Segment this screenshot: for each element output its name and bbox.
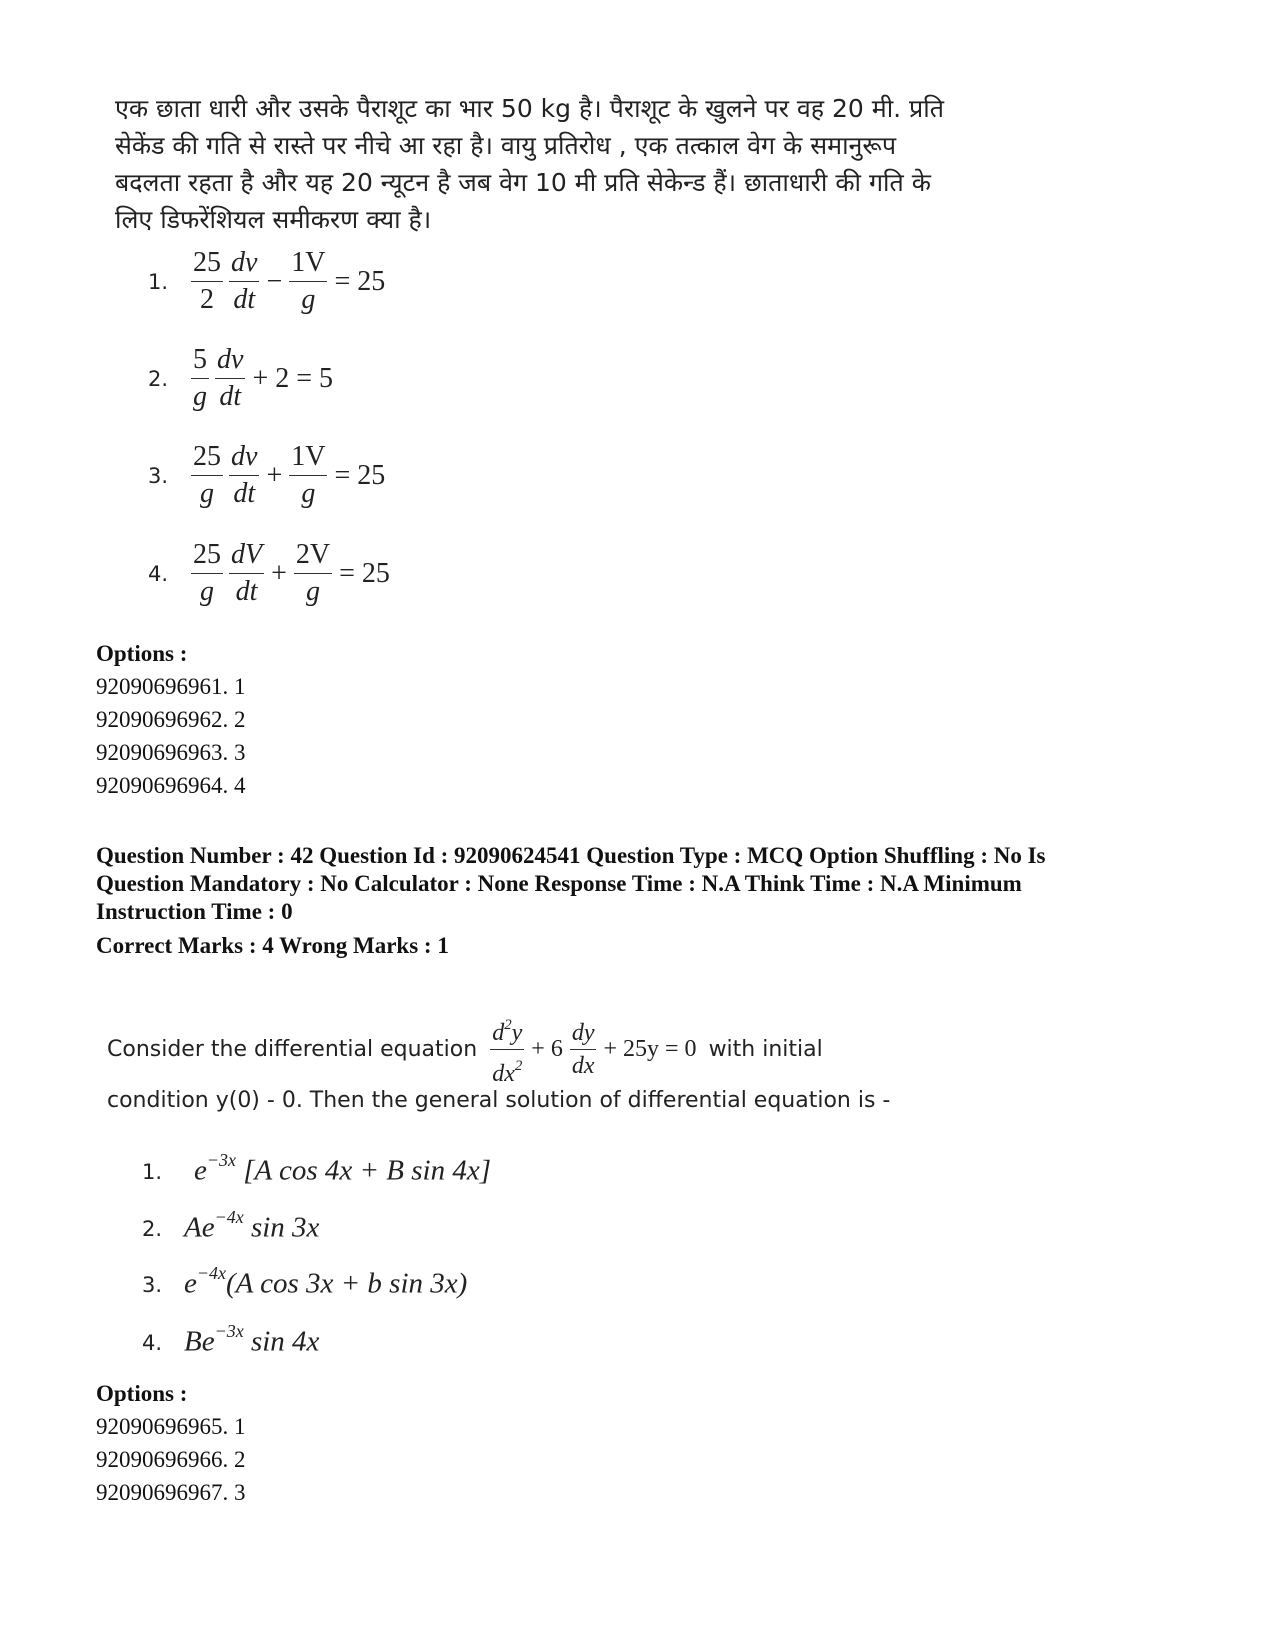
expr-base: e (194, 1154, 207, 1187)
operator: + (271, 557, 287, 589)
eq-operator: + 6 (531, 1036, 563, 1063)
expr-exponent: −4x (214, 1207, 244, 1227)
expr-base: e (184, 1267, 197, 1300)
q41-choice-4 (148, 540, 394, 607)
meta-line: Question Mandatory : No Calculator : None Response Time : N.A Think Time : N.A Minimum (96, 871, 1022, 896)
frac-numerator: 5 (191, 345, 209, 379)
choice-number: 4. (142, 1331, 163, 1356)
option-item: 92090696965. 1 (96, 1414, 246, 1439)
stem-line: एक छाता धारी और उसके पैराशूट का भार 50 kg है। पैराशूट के खुलने पर वह 20 मी. प्रति (115, 94, 945, 123)
frac-denominator: g (301, 478, 316, 509)
choice-equation (188, 442, 389, 509)
choice-number: 2. (142, 1217, 163, 1242)
q42-stem-line-1 (107, 1012, 823, 1087)
frac-numerator: 25 (191, 442, 223, 476)
q41-choice-3 (148, 442, 389, 509)
stem-line: बदलता रहता है और यह 20 न्यूटन है जब वेग 10 मी प्रति सेकेन्ड हैं। छाताधारी की गति के (115, 168, 931, 197)
option-item: 92090696962. 2 (96, 707, 246, 732)
frac-numerator: 1V (289, 248, 327, 282)
option-item: 92090696966. 2 (96, 1447, 246, 1472)
frac-denominator: g (193, 381, 207, 412)
eq-rhs: + 25y = 0 (603, 1036, 697, 1063)
q42-meta (96, 842, 1046, 960)
eq-dx: dx (492, 1061, 515, 1088)
frac-numerator: 25 (191, 248, 223, 282)
frac-denominator: 2 (200, 284, 214, 315)
choice-equation (188, 540, 394, 607)
expr-base: Be (184, 1325, 215, 1358)
option-item: 92090696961. 1 (96, 674, 246, 699)
expr-rest: sin 4x (243, 1325, 320, 1358)
frac-numerator: 1V (289, 442, 327, 476)
expr-exponent: −3x (206, 1150, 236, 1170)
q41-choice-1 (148, 248, 389, 315)
frac-numerator: dv (215, 345, 245, 379)
stem-prefix: Consider the differential equation (107, 1037, 478, 1063)
frac-numerator: 2V (294, 540, 332, 574)
stem-line: सेकेंड की गति से रास्ते पर नीचे आ रहा है। वायु प्रतिरोध , एक तत्काल वेग के समानुरूप (115, 131, 897, 160)
expr-exponent: −3x (214, 1321, 244, 1341)
q42-choice-2 (142, 1207, 319, 1244)
expr-base: Ae (184, 1211, 215, 1244)
meta-line: Question Number : 42 Question Id : 92090624541 Question Type : MCQ Option Shuffling : No Is (96, 843, 1046, 868)
q42-stem-line-2: condition y(0) - 0. Then the general solution of differential equation is - (107, 1088, 891, 1113)
q42-options (96, 1377, 246, 1509)
choice-number: 3. (142, 1273, 163, 1298)
eq-y: y (511, 1020, 523, 1047)
frac-denominator: dt (235, 576, 258, 607)
frac-denominator: g (306, 576, 321, 607)
choice-equation (188, 248, 389, 315)
equation-rhs: = 25 (339, 557, 390, 589)
expr-rest: (A cos 3x + b sin 3x) (225, 1267, 468, 1300)
choice-equation (188, 345, 337, 412)
option-item: 92090696967. 3 (96, 1480, 246, 1505)
meta-line: Instruction Time : 0 (96, 899, 293, 924)
q41-choice-2 (148, 345, 337, 412)
option-item: 92090696964. 4 (96, 773, 246, 798)
q41-options (96, 637, 246, 802)
q42-choice-4 (142, 1321, 319, 1358)
operator: + (266, 459, 283, 491)
frac-denominator: dx (571, 1053, 595, 1080)
marks-line: Correct Marks : 4 Wrong Marks : 1 (96, 933, 449, 958)
operator: − (266, 265, 283, 297)
eq-superscript: 2 (504, 1017, 512, 1033)
choice-number: 1. (148, 269, 169, 294)
frac-numerator: dV (229, 540, 264, 574)
eq-d: d (492, 1020, 505, 1047)
eq-superscript: 2 (514, 1058, 523, 1075)
equation-rhs: + 2 = 5 (252, 362, 334, 394)
expr-exponent: −4x (196, 1263, 226, 1283)
frac-numerator: dv (229, 442, 259, 476)
choice-number: 1. (142, 1160, 163, 1185)
differential-equation (487, 1012, 700, 1087)
q42-choice-3 (142, 1263, 467, 1300)
options-label: Options : (96, 1381, 188, 1406)
equation-rhs: = 25 (334, 265, 386, 297)
question-41-stem (115, 90, 965, 238)
equation-rhs: = 25 (334, 459, 386, 491)
frac-denominator: dt (233, 284, 256, 315)
frac-denominator: g (301, 284, 316, 315)
frac-numerator: dy (570, 1020, 597, 1050)
frac-numerator: dv (229, 248, 259, 282)
stem-line: लिए डिफरेंशियल समीकरण क्या है। (115, 205, 432, 234)
frac-denominator: dt (233, 478, 256, 509)
expr-rest: sin 3x (243, 1211, 320, 1244)
option-item: 92090696963. 3 (96, 740, 246, 765)
choice-number: 3. (148, 463, 169, 488)
stem-suffix: with initial (708, 1037, 823, 1063)
options-label: Options : (96, 641, 188, 666)
expr-rest: [A cos 4x + B sin 4x] (235, 1154, 492, 1187)
choice-number: 2. (148, 366, 169, 391)
frac-denominator: g (200, 576, 214, 607)
frac-denominator: g (200, 478, 214, 509)
frac-numerator: 25 (191, 540, 223, 574)
choice-number: 4. (148, 561, 169, 586)
q42-choice-1 (142, 1150, 491, 1187)
frac-denominator: dt (219, 381, 242, 412)
